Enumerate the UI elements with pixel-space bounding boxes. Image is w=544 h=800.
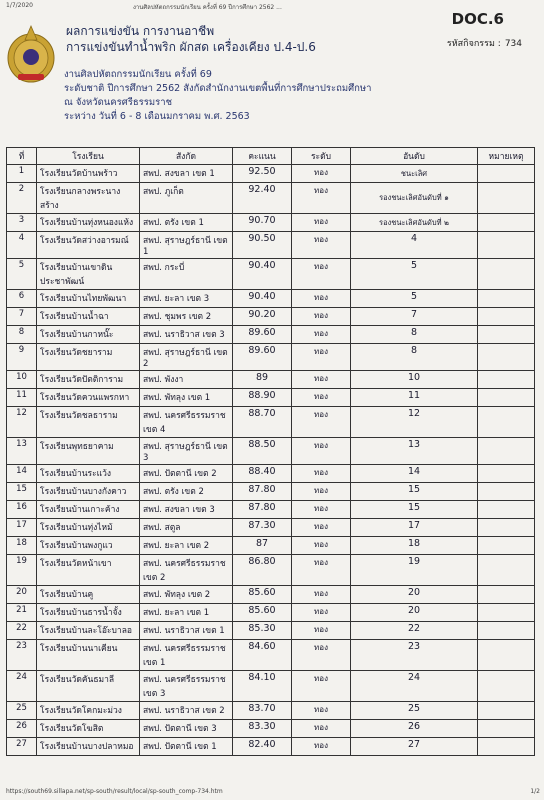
- cell-no: 22: [7, 622, 37, 640]
- table-row: [7, 501, 535, 519]
- cell-school: โรงเรียนวัดปัตติการาม: [37, 371, 140, 389]
- table-row: [7, 702, 535, 720]
- cell-score: 84.60: [233, 640, 292, 671]
- cell-school: โรงเรียนบ้านกาหนั๊ะ: [37, 326, 140, 344]
- cell-rank: 27: [351, 738, 478, 756]
- cell-note: [478, 326, 535, 344]
- cell-level: ทอง: [292, 308, 351, 326]
- cell-no: 16: [7, 501, 37, 519]
- cell-affiliation: สพป. กระบี่: [140, 259, 233, 290]
- cell-level: ทอง: [292, 165, 351, 183]
- cell-rank: 20: [351, 586, 478, 604]
- cell-rank: 18: [351, 537, 478, 555]
- cell-no: 5: [7, 259, 37, 290]
- cell-rank: 11: [351, 389, 478, 407]
- cell-score: 90.40: [233, 290, 292, 308]
- cell-affiliation: สพป. ตรัง เขต 2: [140, 483, 233, 501]
- doc-label: DOC.6: [451, 10, 504, 28]
- cell-note: [478, 165, 535, 183]
- cell-rank: 17: [351, 519, 478, 537]
- cell-level: ทอง: [292, 622, 351, 640]
- cell-no: 25: [7, 702, 37, 720]
- cell-rank: 20: [351, 604, 478, 622]
- cell-note: [478, 738, 535, 756]
- cell-school: โรงเรียนบ้านไทยพัฒนา: [37, 290, 140, 308]
- table-row: [7, 622, 535, 640]
- cell-score: 85.30: [233, 622, 292, 640]
- cell-no: 6: [7, 290, 37, 308]
- cell-affiliation: สพป. นครศรีธรรมราช เขต 3: [140, 671, 233, 702]
- cell-note: [478, 555, 535, 586]
- table-row: [7, 465, 535, 483]
- col-header-note: หมายเหตุ: [478, 148, 535, 165]
- table-row: [7, 183, 535, 214]
- cell-level: ทอง: [292, 702, 351, 720]
- cell-school: โรงเรียนพุทธยาคาม: [37, 438, 140, 465]
- table-row: [7, 407, 535, 438]
- cell-score: 90.40: [233, 259, 292, 290]
- cell-school: โรงเรียนบ้านนาเคียน: [37, 640, 140, 671]
- table-row: [7, 537, 535, 555]
- page-title: ผลการแข่งขัน การงานอาชีพ: [66, 24, 215, 38]
- table-row: [7, 371, 535, 389]
- page-number: 1/2: [530, 788, 540, 795]
- cell-note: [478, 720, 535, 738]
- cell-score: 84.10: [233, 671, 292, 702]
- table-row: [7, 519, 535, 537]
- cell-rank: 5: [351, 290, 478, 308]
- cell-rank: 22: [351, 622, 478, 640]
- cell-no: 8: [7, 326, 37, 344]
- table-row: [7, 165, 535, 183]
- cell-note: [478, 501, 535, 519]
- cell-school: โรงเรียนวัดโคกมะม่วง: [37, 702, 140, 720]
- cell-level: ทอง: [292, 555, 351, 586]
- table-row: [7, 671, 535, 702]
- cell-no: 21: [7, 604, 37, 622]
- cell-level: ทอง: [292, 344, 351, 371]
- cell-affiliation: สพป. สุราษฎร์ธานี เขต 3: [140, 438, 233, 465]
- cell-no: 12: [7, 407, 37, 438]
- cell-score: 88.40: [233, 465, 292, 483]
- cell-school: โรงเรียนวัดคันธมาลี: [37, 671, 140, 702]
- cell-no: 11: [7, 389, 37, 407]
- cell-score: 90.70: [233, 214, 292, 232]
- cell-note: [478, 537, 535, 555]
- cell-level: ทอง: [292, 519, 351, 537]
- cell-score: 87.80: [233, 483, 292, 501]
- cell-no: 17: [7, 519, 37, 537]
- cell-affiliation: สพป. สุราษฎร์ธานี เขต 1: [140, 232, 233, 259]
- table-row: [7, 738, 535, 756]
- cell-school: โรงเรียนวัดโฆสิต: [37, 720, 140, 738]
- cell-school: โรงเรียนบ้านบางกังคาว: [37, 483, 140, 501]
- cell-affiliation: สพป. นครศรีธรรมราช เขต 4: [140, 407, 233, 438]
- cell-no: 19: [7, 555, 37, 586]
- cell-note: [478, 344, 535, 371]
- cell-affiliation: สพป. ภูเก็ต: [140, 183, 233, 214]
- col-header-level: ระดับ: [292, 148, 351, 165]
- cell-rank: 26: [351, 720, 478, 738]
- cell-affiliation: สพป. นราธิวาส เขต 3: [140, 326, 233, 344]
- activity-code-value: 734: [504, 39, 522, 49]
- cell-no: 2: [7, 183, 37, 214]
- cell-note: [478, 232, 535, 259]
- cell-level: ทอง: [292, 326, 351, 344]
- cell-note: [478, 465, 535, 483]
- cell-school: โรงเรียนวัดบ้านพร้าว: [37, 165, 140, 183]
- cell-score: 89.60: [233, 344, 292, 371]
- cell-note: [478, 671, 535, 702]
- cell-rank: 19: [351, 555, 478, 586]
- cell-score: 88.90: [233, 389, 292, 407]
- cell-note: [478, 183, 535, 214]
- col-header-no: ที่: [7, 148, 37, 165]
- cell-score: 86.80: [233, 555, 292, 586]
- cell-no: 27: [7, 738, 37, 756]
- cell-affiliation: สพป. ปัตตานี เขต 2: [140, 465, 233, 483]
- cell-rank: ชนะเลิศ: [351, 165, 478, 183]
- cell-rank: 25: [351, 702, 478, 720]
- cell-affiliation: สพป. นราธิวาส เขต 2: [140, 702, 233, 720]
- cell-school: โรงเรียนวัดหน้าเขา: [37, 555, 140, 586]
- table-header-row: [7, 148, 535, 165]
- cell-score: 90.50: [233, 232, 292, 259]
- cell-affiliation: สพป. สงขลา เขต 3: [140, 501, 233, 519]
- cell-note: [478, 622, 535, 640]
- cell-no: 4: [7, 232, 37, 259]
- table-row: [7, 586, 535, 604]
- cell-rank: 15: [351, 501, 478, 519]
- cell-score: 85.60: [233, 586, 292, 604]
- cell-school: โรงเรียนวัดชลธาราม: [37, 407, 140, 438]
- cell-note: [478, 259, 535, 290]
- col-header-score: คะแนน: [233, 148, 292, 165]
- cell-school: โรงเรียนบ้านระแว้ง: [37, 465, 140, 483]
- activity-code: [447, 36, 522, 50]
- cell-level: ทอง: [292, 720, 351, 738]
- cell-affiliation: สพป. ยะลา เขต 3: [140, 290, 233, 308]
- cell-note: [478, 519, 535, 537]
- table-row: [7, 214, 535, 232]
- table-row: [7, 640, 535, 671]
- cell-no: 26: [7, 720, 37, 738]
- cell-level: ทอง: [292, 214, 351, 232]
- cell-rank: 23: [351, 640, 478, 671]
- print-page-title: งานศิลปหัตถกรรมนักเรียน ครั้งที่ 69 ปีการศึกษา 2562 ...: [132, 4, 282, 11]
- cell-no: 1: [7, 165, 37, 183]
- cell-school: โรงเรียนบ้านเขาดินประชาพัฒน์: [37, 259, 140, 290]
- cell-affiliation: สพป. พังงา: [140, 371, 233, 389]
- cell-level: ทอง: [292, 738, 351, 756]
- cell-affiliation: สพป. นราธิวาส เขต 1: [140, 622, 233, 640]
- table-row: [7, 604, 535, 622]
- cell-level: ทอง: [292, 586, 351, 604]
- cell-school: โรงเรียนกลางพระนางสร้าง: [37, 183, 140, 214]
- table-row: [7, 389, 535, 407]
- table-row: [7, 326, 535, 344]
- cell-score: 89: [233, 371, 292, 389]
- cell-no: 23: [7, 640, 37, 671]
- cell-affiliation: สพป. สงขลา เขต 1: [140, 165, 233, 183]
- cell-score: 92.40: [233, 183, 292, 214]
- table-row: [7, 483, 535, 501]
- cell-score: 88.50: [233, 438, 292, 465]
- cell-no: 24: [7, 671, 37, 702]
- cell-note: [478, 407, 535, 438]
- cell-no: 9: [7, 344, 37, 371]
- page-subtitle: การแข่งขันทำน้ำพริก ผักสด เครื่องเคียง ป.4-ป.6: [66, 40, 316, 54]
- event-info: [64, 68, 372, 124]
- table-row: [7, 344, 535, 371]
- cell-rank: รองชนะเลิศอันดับที่ ๒: [351, 214, 478, 232]
- cell-level: ทอง: [292, 483, 351, 501]
- cell-rank: 4: [351, 232, 478, 259]
- activity-code-label: รหัสกิจกรรม :: [446, 39, 501, 49]
- cell-school: โรงเรียนบ้านน้ำฉา: [37, 308, 140, 326]
- cell-level: ทอง: [292, 640, 351, 671]
- cell-note: [478, 389, 535, 407]
- cell-score: 83.70: [233, 702, 292, 720]
- cell-rank: 15: [351, 483, 478, 501]
- cell-rank: 10: [351, 371, 478, 389]
- col-header-school: โรงเรียน: [37, 148, 140, 165]
- cell-score: 82.40: [233, 738, 292, 756]
- cell-school: โรงเรียนบ้านละโอ๊ะบาลอ: [37, 622, 140, 640]
- table-row: [7, 438, 535, 465]
- cell-score: 85.60: [233, 604, 292, 622]
- cell-note: [478, 290, 535, 308]
- cell-level: ทอง: [292, 407, 351, 438]
- table-row: [7, 308, 535, 326]
- table-row: [7, 290, 535, 308]
- cell-school: โรงเรียนบ้านบางปลาหมอ: [37, 738, 140, 756]
- cell-level: ทอง: [292, 438, 351, 465]
- cell-score: 87: [233, 537, 292, 555]
- cell-level: ทอง: [292, 232, 351, 259]
- cell-note: [478, 308, 535, 326]
- cell-rank: 12: [351, 407, 478, 438]
- school-emblem-logo: [6, 22, 56, 84]
- cell-score: 87.80: [233, 501, 292, 519]
- cell-rank: 8: [351, 326, 478, 344]
- results-table: [6, 147, 535, 756]
- cell-affiliation: สพป. ตรัง เขต 1: [140, 214, 233, 232]
- cell-school: โรงเรียนวัดชยาราม: [37, 344, 140, 371]
- cell-level: ทอง: [292, 389, 351, 407]
- cell-rank: รองชนะเลิศอันดับที่ ๑: [351, 183, 478, 214]
- page-url: https://south69.sillapa.net/sp-south/result/local/sp-south_comp-734.htm: [6, 788, 223, 795]
- cell-no: 3: [7, 214, 37, 232]
- cell-level: ทอง: [292, 465, 351, 483]
- cell-score: 92.50: [233, 165, 292, 183]
- cell-level: ทอง: [292, 371, 351, 389]
- cell-score: 89.60: [233, 326, 292, 344]
- cell-level: ทอง: [292, 501, 351, 519]
- cell-level: ทอง: [292, 671, 351, 702]
- cell-no: 10: [7, 371, 37, 389]
- cell-school: โรงเรียนวัดสว่างอารมณ์: [37, 232, 140, 259]
- cell-school: โรงเรียนบ้านคู: [37, 586, 140, 604]
- cell-rank: 14: [351, 465, 478, 483]
- table-row: [7, 232, 535, 259]
- cell-affiliation: สพป. พัทลุง เขต 2: [140, 586, 233, 604]
- cell-affiliation: สพป. นครศรีธรรมราช เขต 1: [140, 640, 233, 671]
- cell-no: 14: [7, 465, 37, 483]
- cell-school: โรงเรียนบ้านทุ่งหนองแห้ง: [37, 214, 140, 232]
- table-row: [7, 720, 535, 738]
- cell-level: ทอง: [292, 259, 351, 290]
- col-header-rank: อันดับ: [351, 148, 478, 165]
- cell-affiliation: สพป. ปัตตานี เขต 1: [140, 738, 233, 756]
- cell-rank: 8: [351, 344, 478, 371]
- cell-affiliation: สพป. ยะลา เขต 2: [140, 537, 233, 555]
- cell-affiliation: สพป. ยะลา เขต 1: [140, 604, 233, 622]
- cell-score: 90.20: [233, 308, 292, 326]
- cell-school: โรงเรียนบ้านพงกูแว: [37, 537, 140, 555]
- table-row: [7, 259, 535, 290]
- cell-no: 18: [7, 537, 37, 555]
- info-line: งานศิลปหัตถกรรมนักเรียน ครั้งที่ 69: [64, 69, 212, 80]
- cell-note: [478, 483, 535, 501]
- cell-score: 87.30: [233, 519, 292, 537]
- table-row: [7, 555, 535, 586]
- cell-affiliation: สพป. สุราษฎร์ธานี เขต 2: [140, 344, 233, 371]
- print-date: 1/7/2020: [6, 2, 33, 9]
- cell-school: โรงเรียนบ้านธารน้ำจั้ง: [37, 604, 140, 622]
- cell-note: [478, 702, 535, 720]
- cell-affiliation: สพป. นครศรีธรรมราช เขต 2: [140, 555, 233, 586]
- cell-note: [478, 640, 535, 671]
- cell-no: 7: [7, 308, 37, 326]
- cell-note: [478, 371, 535, 389]
- cell-affiliation: สพป. สตูล: [140, 519, 233, 537]
- cell-no: 13: [7, 438, 37, 465]
- cell-rank: 5: [351, 259, 478, 290]
- cell-note: [478, 214, 535, 232]
- cell-level: ทอง: [292, 537, 351, 555]
- cell-note: [478, 586, 535, 604]
- info-line: ระดับชาติ ปีการศึกษา 2562 สังกัดสำนักงานเขตพื้นที่การศึกษาประถมศึกษา: [64, 83, 372, 94]
- cell-note: [478, 604, 535, 622]
- cell-level: ทอง: [292, 290, 351, 308]
- cell-level: ทอง: [292, 183, 351, 214]
- cell-no: 20: [7, 586, 37, 604]
- cell-rank: 13: [351, 438, 478, 465]
- cell-rank: 24: [351, 671, 478, 702]
- cell-no: 15: [7, 483, 37, 501]
- cell-score: 83.30: [233, 720, 292, 738]
- cell-note: [478, 438, 535, 465]
- cell-school: โรงเรียนบ้านทุ่งไหม้: [37, 519, 140, 537]
- info-line: ระหว่าง วันที่ 6 - 8 เดือนมกราคม พ.ศ. 2563: [64, 111, 250, 122]
- cell-affiliation: สพป. ปัตตานี เขต 3: [140, 720, 233, 738]
- cell-rank: 7: [351, 308, 478, 326]
- cell-affiliation: สพป. พัทลุง เขต 1: [140, 389, 233, 407]
- cell-affiliation: สพป. ชุมพร เขต 2: [140, 308, 233, 326]
- cell-school: โรงเรียนบ้านเกาะค้าง: [37, 501, 140, 519]
- cell-level: ทอง: [292, 604, 351, 622]
- cell-score: 88.70: [233, 407, 292, 438]
- cell-school: โรงเรียนวัดควนแพรกหา: [37, 389, 140, 407]
- col-header-affiliation: สังกัด: [140, 148, 233, 165]
- info-line: ณ จังหวัดนครศรีธรรมราช: [64, 97, 173, 108]
